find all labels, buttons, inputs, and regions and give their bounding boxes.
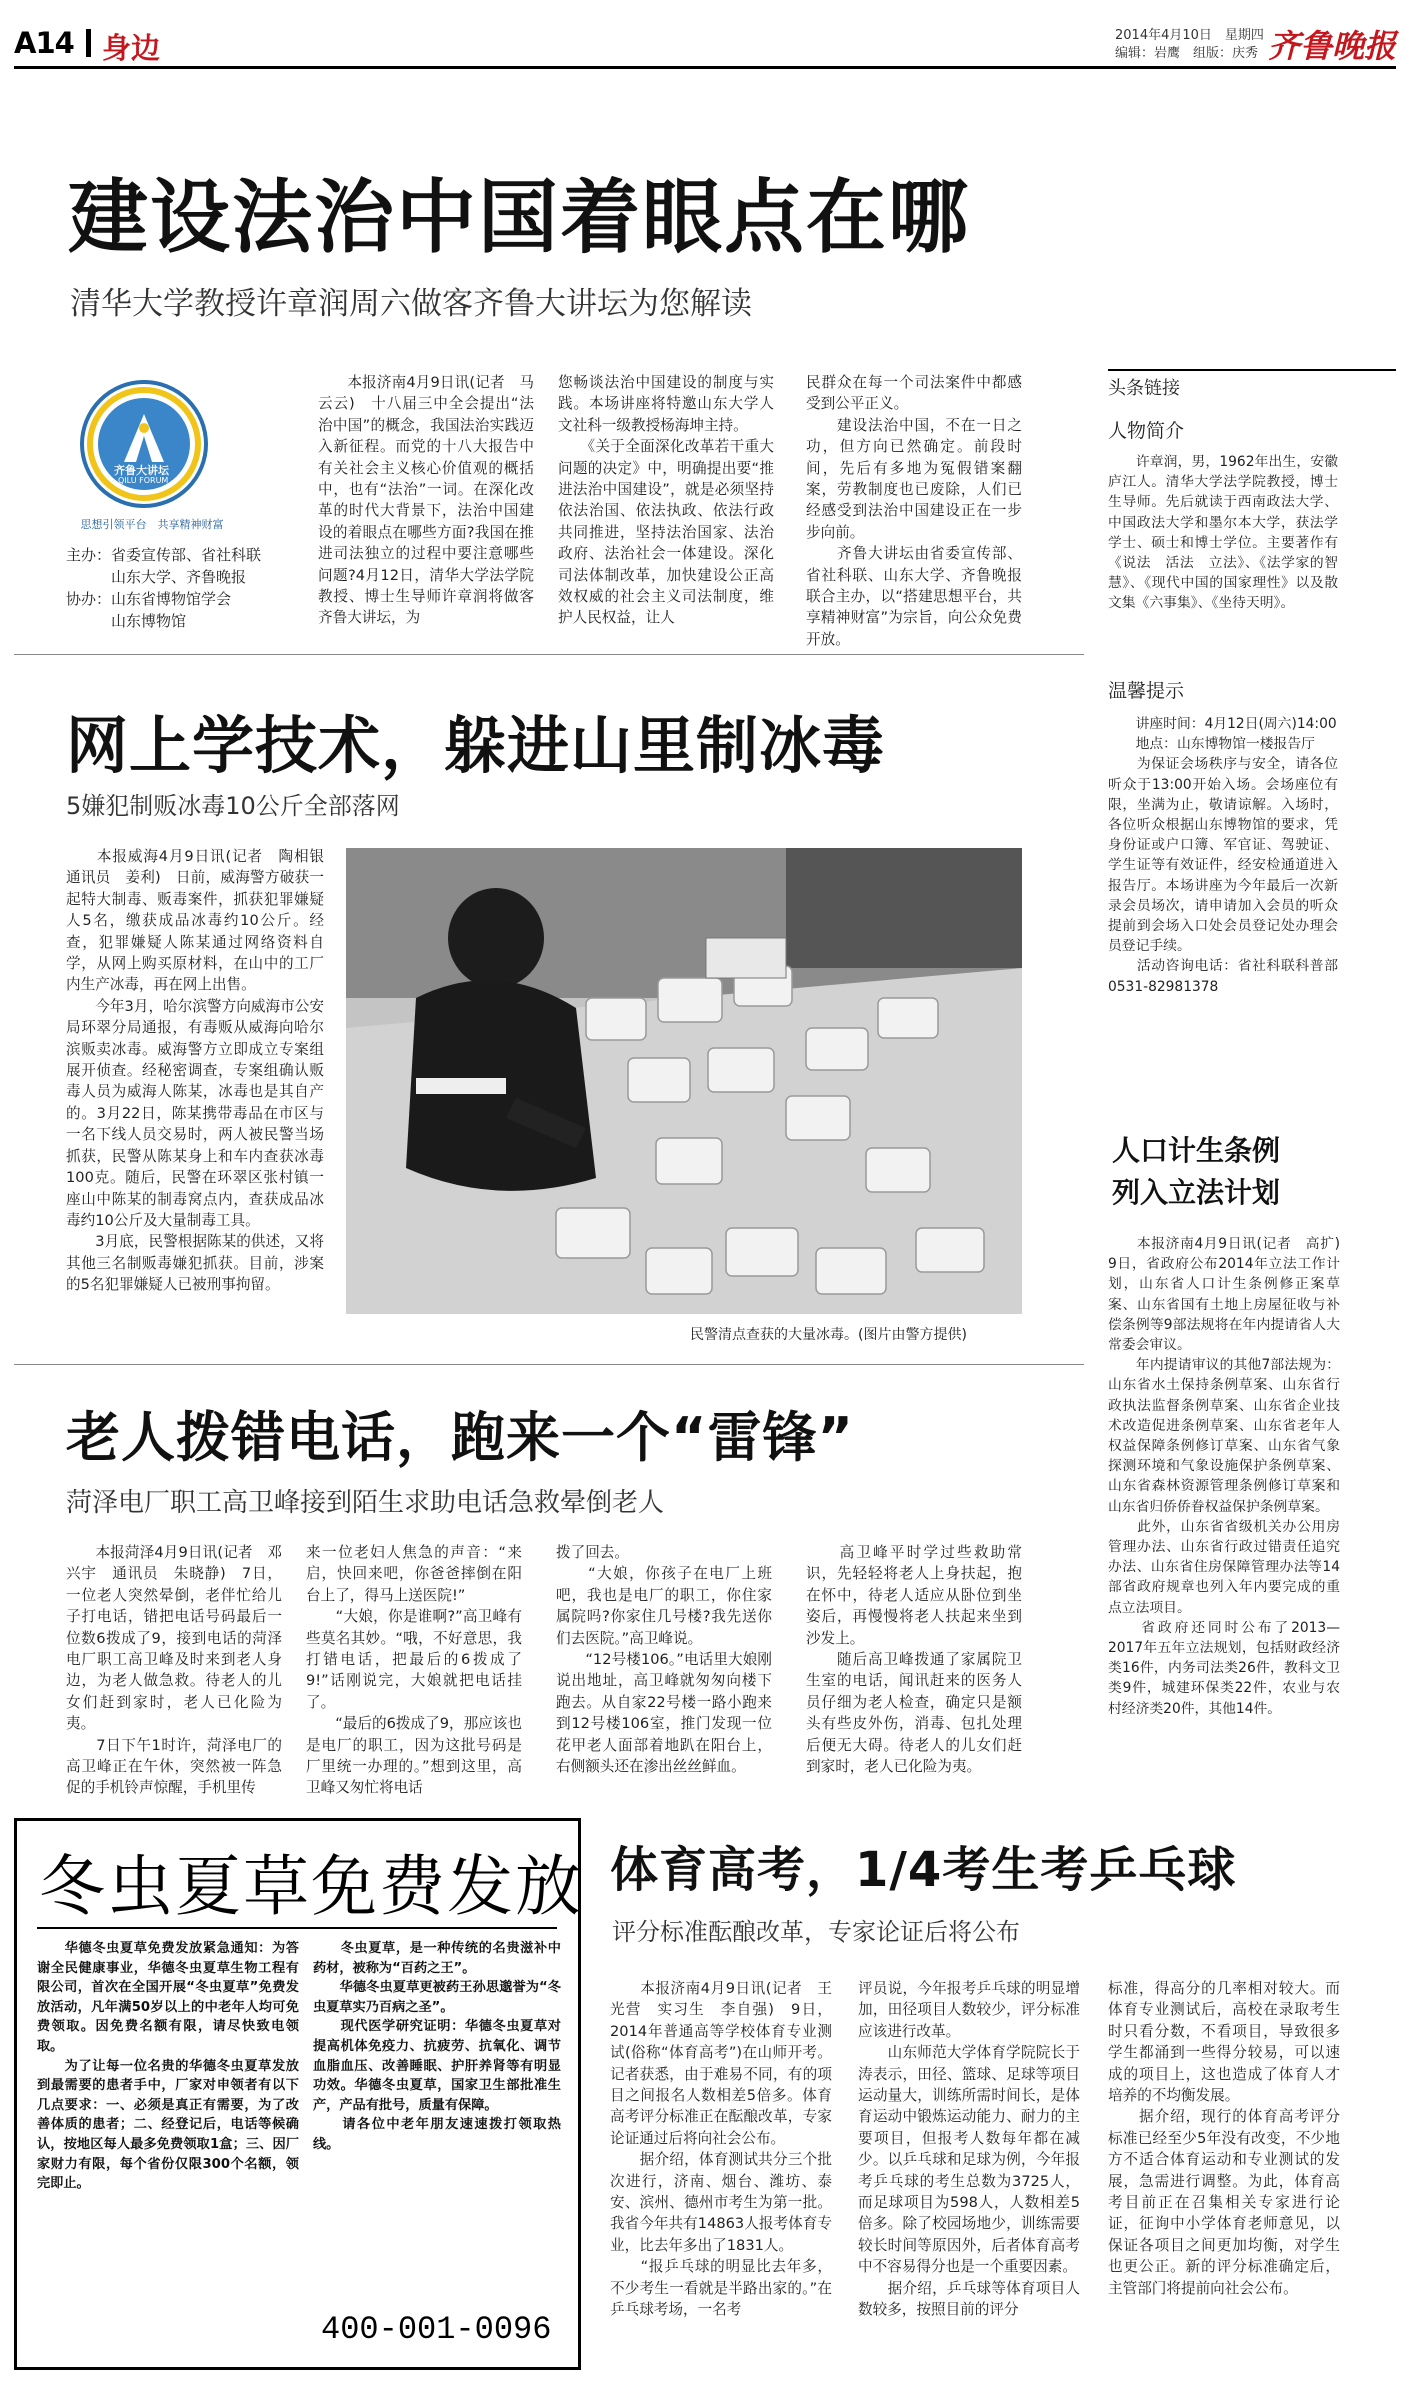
article1-col3: 民群众在每一个司法案件中都感受到公平正义。 建设法治中国，不在一日之功，但方向已然确定。前段时间，先后有多地为冤假错案翻案，劳教制度也已废除，人们已经感受到法治中国建设正在一步步向前。 齐鲁大讲坛由省委宣传部、省社科联、山东大学、齐鲁晚报联合主办，以“搭建思想平台，共享精神财富”为宗旨，向公众免费开放。 — [806, 374, 1022, 648]
article5-col3: 标准，得高分的几率相对较大。而体育专业测试后，高校在录取考生时只看分数，不看项目，导致很多学生都涌到一些得分较易，可以速成的项目上，这也造成了体育人才培养的不均衡发展。 据介绍，现行的体育高考评分标准已经至少5年没有改变，不少地方不适合体育运动和专业测试的发展，急需进行调整。为此，体育高考目前正在召集相关专家进行论证，征询中小学体育老师意见，以保证各项目之间更加均衡，对学生也更公正。新的评分标准确定后，主管部门将提前向社会公布。 — [1108, 1980, 1340, 2297]
forum-logo-slogan: 思想引领平台 共享精神财富 — [80, 518, 224, 531]
notice-text: 讲座时间：4月12日(周六)14:00 地点：山东博物馆一楼报告厅 为保证会场秩序与安全，请各位听众于13:00开始入场。会场座位有限，坐满为止，敬请谅解。入场时，各位听众根据山东博物馆的要求，凭身份证或户口簿、军官证、驾驶证、学生证等有效证件，经安检通道进入报告厅。本场讲座为今年最后一次新录会员场次，请申请加入会员的听众提前到会场入口处会员登记处办理会员登记手续。 活动咨询电话：省社科联科普部0531-82981378 — [1108, 716, 1338, 995]
police-counting-drugs-photo — [346, 848, 1022, 1314]
article4-title: 老人拨错电话，跑来一个“雷锋” — [66, 1406, 854, 1469]
forum-logo-emblem-icon — [84, 384, 204, 504]
article3-title: 人口计生条例 列入立法计划 — [1112, 1134, 1281, 1209]
ad-col2: 冬虫夏草，是一种传统的名贵滋补中药材，被称为“百药之王”。 华德冬虫夏草更被药王孙思邈誉为“冬虫夏草实乃百病之圣”。 现代医学研究证明：华德冬虫夏草对提高机体免疫力、抗疲劳、抗氧化、调节血脂血压、改善睡眠、护肝养肾等有明显功效。华德冬虫夏草，国家卫生部批准生产，产品有批号，质量有保障。 请各位中老年朋友速速拨打领取热线。 — [313, 1941, 561, 2152]
article2-body: 本报威海4月9日讯(记者 陶相银 通讯员 姜利) 日前，威海警方破获一起特大制毒、贩毒案件，抓获犯罪嫌疑人5名，缴获成品冰毒约10公斤。经查，犯罪嫌疑人陈某通过网络资料自学，从网上购买原材料，在山中的工厂内生产冰毒，再在网上出售。 今年3月，哈尔滨警方向威海市公安局环翠分局通报，有毒贩从威海向哈尔滨贩卖冰毒。威海警方立即成立专案组展开侦查。经秘密调查，专案组确认贩毒人员为威海人陈某，冰毒也是其自产的。3月22日，陈某携带毒品在市区与一名下线人员交易时，两人被民警当场抓获，民警从陈某身上和车内查获冰毒100克。随后，民警在环翠区张村镇一座山中陈某的制毒窝点内，查获成品冰毒约10公斤及大量制毒工具。 3月底，民警根据陈某的供述，又将其他三名制贩毒嫌犯抓获。目前，涉案的5名犯罪嫌疑人已被刑事拘留。 — [66, 848, 324, 1294]
page-number-bar — [86, 29, 91, 57]
forum-logo-name: 齐鲁大讲坛 — [114, 464, 169, 477]
notice-title: 温馨提示 — [1108, 680, 1185, 702]
header-date: 2014年4月10日 星期四 — [1115, 28, 1264, 43]
article3-body: 本报济南4月9日讯(记者 高扩) 9日，省政府公布2014年立法工作计划，山东省人口计生条例修正案草案、山东省国有土地上房屋征收与补偿条例等9部法规将在年内提请省人大常委会审议。 年内提请审议的其他7部法规为：山东省水土保持条例草案、山东省行政执法监督条例草案、山东省企业技术改造促进条例草案、山东省老年人权益保障条例修订草案、山东省气象探测环境和气象设施保护条例草案、山东省森林资源管理条例修订草案和山东省归侨侨眷权益保护条例草案。 此外，山东省省级机关办公用房管理办法、山东省行政过错责任追究办法、山东省住房保障管理办法等14部省政府规章也列入年内要完成的重点立法项目。 省政府还同时公布了2013—2017年五年立法规划，包括财政经济类16件，内务司法类26件，教科文卫类9件，城建环保类22件，农业与农村经济类20件，其他14件。 — [1108, 1236, 1340, 1717]
article2-caption: 民警清点查获的大量冰毒。(图片由警方提供) — [690, 1327, 967, 1343]
article4-col2: 来一位老妇人焦急的声音：“来启，快回来吧，你爸爸摔倒在阳台上了，得马上送医院!” “大娘，你是谁啊?”高卫峰有些莫名其妙。“哦，不好意思，我打错电话，把最后的6拨成了9!”话刚说完，大娘就把电话挂了。 “最后的6拨成了9，那应该也是电厂的职工，因为这批号码是厂里统一办理的。”想到这里，高卫峰又匆忙将电话 — [306, 1544, 522, 1797]
header-staff: 编辑：岩鹰 组版：庆秀 — [1115, 46, 1259, 61]
ad-phone: 400-001-0096 — [321, 2311, 552, 2348]
article2-photo — [346, 848, 1022, 1314]
section-name: 身边 — [102, 31, 161, 65]
article5-title: 体育高考，1/4考生考乒乓球 — [610, 1842, 1237, 1898]
ad-col1: 华德冬虫夏草免费发放紧急通知：为答谢全民健康事业，华德冬虫夏草生物工程有限公司，首次在全国开展“冬虫夏草”免费发放活动，凡年满50岁以上的中老年人均可免费领取。因免费名额有限，请尽快致电领取。 为了让每一位名贵的华德冬虫夏草发放到最需要的患者手中，厂家对申领者有以下几点要求：一、必须是真正有需要，为了改善体质的患者；二、经登记后，电话等候确认，按地区每人最多免费领取1盒；三、因厂家财力有限，每个省份仅限300个名额，领完即止。 — [37, 1941, 299, 2192]
sidebar-head: 头条链接 — [1108, 378, 1180, 399]
ad-title: 冬虫夏草免费发放 — [39, 1848, 583, 1925]
header-rule — [14, 66, 1396, 69]
article1-subtitle: 清华大学教授许章润周六做客齐鲁大讲坛为您解读 — [70, 286, 752, 322]
article2-top-rule — [14, 654, 1084, 655]
article1-col2: 您畅谈法治中国建设的制度与实践。本场讲座将特邀山东大学人文社科一级教授杨海坤主持。 《关于全面深化改革若干重大问题的决定》中，明确提出要“推进法治中国建设”，就是必须坚持依法治国、依法执政、依法行政共同推进，坚持法治国家、法治政府、法治社会一体建设。深化司法体制改革，加快建设公正高效权威的社会主义司法制度，维护人民权益，让人 — [558, 374, 774, 627]
bio-text: 许章润，男，1962年出生，安徽庐江人。清华大学法学院教授，博士生导师。先后就读于西南政法大学、中国政法大学和墨尔本大学，获法学学士、硕士和博士学位。主要著作有《说法 活法 立法》、《法学家的智慧》、《现代中国的国家理性》以及散文集《六事集》、《坐待天明》。 — [1108, 454, 1338, 612]
article4-col4: 高卫峰平时学过些救助常识，先轻轻将老人上身扶起，抱在怀中，待老人适应从卧位到坐姿后，再慢慢将老人扶起来坐到沙发上。 随后高卫峰拨通了家属院卫生室的电话，闻讯赶来的医务人员仔细为老人检查，确定只是额头有些皮外伤，消毒、包扎处理后便无大碍。待老人的儿女们赶到家时，老人已化险为夷。 — [806, 1544, 1022, 1776]
article5-subtitle: 评分标准酝酿改革，专家论证后将公布 — [612, 1918, 1020, 1946]
bio-title: 人物简介 — [1108, 420, 1185, 442]
article1-title: 建设法治中国着眼点在哪 — [68, 171, 970, 264]
article4-col1: 本报菏泽4月9日讯(记者 邓兴宇 通讯员 朱晓静) 7日，一位老人突然晕倒，老伴忙给儿子打电话，错把电话号码最后一位数6拨成了9，接到电话的菏泽电厂职工高卫峰及时来到老人身边，为老人做急救。待老人的儿女们赶到家时，老人已化险为夷。 7日下午1时许，菏泽电厂的高卫峰正在午休，突然被一阵急促的手机铃声惊醒，手机里传 — [66, 1544, 282, 1797]
forum-logo-en: QILU FORUM — [118, 476, 169, 485]
article4-top-rule — [14, 1364, 1084, 1365]
ad-divider — [37, 1927, 557, 1929]
article2-subtitle: 5嫌犯制贩冰毒10公斤全部落网 — [66, 792, 400, 820]
ad-box — [14, 1818, 581, 2370]
page-number: A14 — [14, 26, 74, 60]
article5-col1: 本报济南4月9日讯(记者 王光营 实习生 李自强) 9日，2014年普通高等学校体育专业测试(俗称“体育高考”)在山师开考。记者获悉，由于难易不同，有的项目之间报名人数相差5倍多。体育高考评分标准正在酝酿改革，专家论证通过后将向社会公布。 据介绍，体育测试共分三个批次进行，济南、烟台、潍坊、泰安、滨州、德州市考生为第一批。我省今年共有14863人报考体育专业，比去年多出了1831人。 “报乒乓球的明显比去年多，不少考生一看就是半路出家的。”在乒乓球考场，一名考 — [610, 1980, 832, 2319]
article4-subtitle: 菏泽电厂职工高卫峰接到陌生求助电话急救晕倒老人 — [66, 1488, 665, 1518]
article1-sponsors: 主办：省委宣传部、省社科联 山东大学、齐鲁晚报 协办：山东省博物馆学会 山东博物馆 — [66, 546, 262, 630]
article4-col3: 拨了回去。 “大娘，你孩子在电厂上班吧，我也是电厂的职工，你住家属院吗?你家住几号楼?我先送你们去医院。”高卫峰说。 “12号楼106。”电话里大娘刚说出地址，高卫峰就匆匆向楼下跑去。从自家22号楼一路小跑来到12号楼106室，推门发现一位花甲老人面部着地趴在阳台上，右侧额头还在渗出丝丝鲜血。 — [556, 1544, 772, 1776]
forum-logo — [80, 380, 208, 508]
paper-logo: 齐鲁晚报 — [1268, 27, 1397, 65]
article5-col2: 评员说，今年报考乒乓球的明显增加，田径项目人数较少，评分标准应该进行改革。 山东师范大学体育学院院长于涛表示，田径、篮球、足球等项目运动量大，训练所需时间长，是体育运动中锻炼运动能力、耐力的主要项目，但报考人数每年都在减少。以乒乓球和足球为例，今年报考乒乓球的考生总数为3725人，而足球项目为598人，人数相差5倍多。除了校园场地少，训练需要较长时间等原因外，后者体育高考中不容易得分也是一个重要因素。 据介绍，乒乓球等体育项目人数较多，按照目前的评分 — [858, 1980, 1080, 2319]
article1-col1: 本报济南4月9日讯(记者 马云云) 十八届三中全会提出“法治中国”的概念，我国法治实践迈入新征程。而党的十八大报告中有关社会主义核心价值观的概括中，也有“法治”一词。在深化改革的时代大背景下，法治中国建设的着眼点在哪些方面?我国在推进司法独立的过程中要注意哪些问题?4月12日，清华大学法学院教授、博士生导师许章润将做客齐鲁大讲坛，为 — [318, 374, 534, 627]
article2-title: 网上学技术，躲进山里制冰毒 — [66, 709, 886, 782]
sidebar-rule — [1108, 369, 1396, 371]
